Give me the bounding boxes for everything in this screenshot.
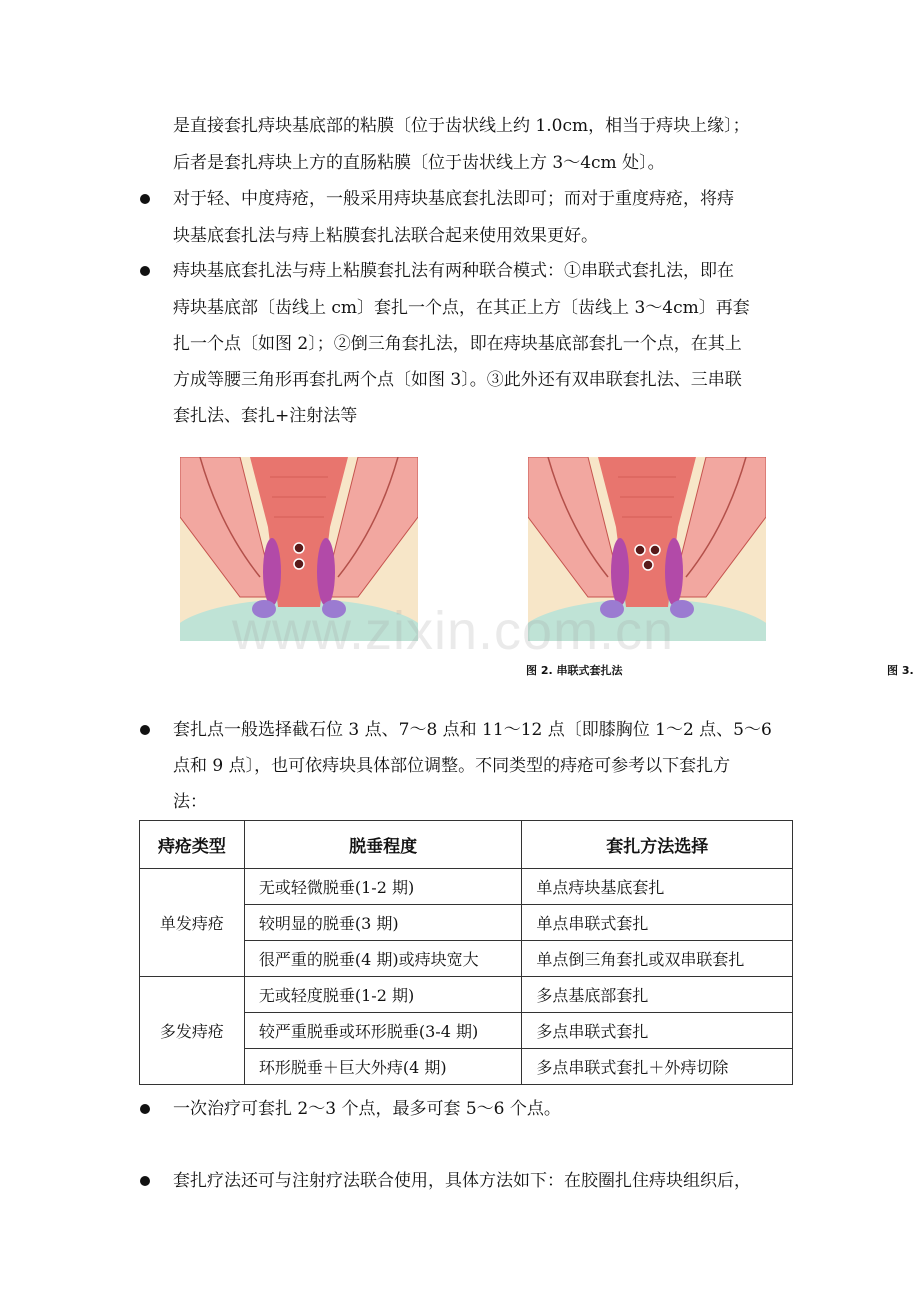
- table-cell: 较明显的脱垂(3 期): [244, 905, 522, 941]
- paragraph-line: 法：: [173, 792, 207, 812]
- table-cell: 多点串联式套扎＋外痔切除: [522, 1049, 793, 1085]
- table-cell-type: 单发痔疮: [140, 869, 245, 977]
- figure-3-caption: 图 3.: [887, 664, 914, 677]
- table-cell: 无或轻度脱垂(1-2 期): [244, 977, 522, 1013]
- bullet-icon: [140, 1104, 150, 1114]
- table-cell: 无或轻微脱垂(1-2 期): [244, 869, 522, 905]
- paragraph-line: 点和 9 点〕，也可依痔块具体部位调整。不同类型的痔疮可参考以下套扎方: [173, 756, 731, 776]
- paragraph-line: 痔块基底套扎法与痔上粘膜套扎法有两种联合模式：①串联式套扎法，即在: [173, 261, 734, 281]
- paragraph-line: 套扎法、套扎+注射法等: [173, 406, 358, 426]
- ligation-method-table: [139, 820, 793, 1085]
- bullet-icon: [140, 194, 150, 204]
- table-header-cell: 套扎方法选择: [522, 821, 793, 869]
- table-cell: 单点痔块基底套扎: [522, 869, 793, 905]
- table-cell-type: 多发痔疮: [140, 977, 245, 1085]
- paragraph-line: 套扎点一般选择截石位 3 点、7～8 点和 11～12 点〔即膝胸位 1～2 点、5～6: [173, 720, 772, 740]
- watermark: www.zixin.com.cn: [232, 601, 675, 661]
- table-cell: 单点倒三角套扎或双串联套扎: [522, 941, 793, 977]
- paragraph-line: 扎一个点〔如图 2〕；②倒三角套扎法，即在痔块基底部套扎一个点，在其上: [173, 334, 742, 354]
- table-header-cell: 痔疮类型: [140, 821, 245, 869]
- table-row: [140, 977, 793, 1013]
- table-cell: 多点串联式套扎: [522, 1013, 793, 1049]
- paragraph-line: 对于轻、中度痔疮，一般采用痔块基底套扎法即可；而对于重度痔疮，将痔: [173, 189, 734, 209]
- table-cell: 多点基底部套扎: [522, 977, 793, 1013]
- paragraph-line: 一次治疗可套扎 2～3 个点，最多可套 5～6 个点。: [173, 1099, 561, 1119]
- paragraph-line: 是直接套扎痔块基底部的粘膜〔位于齿状线上约 1.0cm，相当于痔块上缘〕；: [173, 116, 750, 136]
- bullet-icon: [140, 1176, 150, 1186]
- table-cell: 较严重脱垂或环形脱垂(3-4 期): [244, 1013, 522, 1049]
- bullet-icon: [140, 266, 150, 276]
- table-header-row: [140, 821, 793, 869]
- table-cell: 环形脱垂＋巨大外痔(4 期): [244, 1049, 522, 1085]
- bullet-icon: [140, 725, 150, 735]
- table-cell: 很严重的脱垂(4 期)或痔块宽大: [244, 941, 522, 977]
- paragraph-line: 痔块基底部〔齿线上 cm〕套扎一个点，在其正上方〔齿线上 3～4cm〕再套: [173, 298, 750, 318]
- table-cell: 单点串联式套扎: [522, 905, 793, 941]
- table-header-cell: 脱垂程度: [244, 821, 522, 869]
- figure-2-caption: 图 2. 串联式套扎法: [526, 664, 623, 677]
- table-row: [140, 869, 793, 905]
- paragraph-line: 后者是套扎痔块上方的直肠粘膜〔位于齿状线上方 3～4cm 处〕。: [173, 153, 665, 173]
- paragraph-line: 套扎疗法还可与注射疗法联合使用，具体方法如下：在胶圈扎住痔块组织后，: [173, 1171, 751, 1191]
- paragraph-line: 方成等腰三角形再套扎两个点〔如图 3〕。③此外还有双串联套扎法、三串联: [173, 370, 742, 390]
- paragraph-line: 块基底套扎法与痔上粘膜套扎法联合起来使用效果更好。: [173, 226, 598, 246]
